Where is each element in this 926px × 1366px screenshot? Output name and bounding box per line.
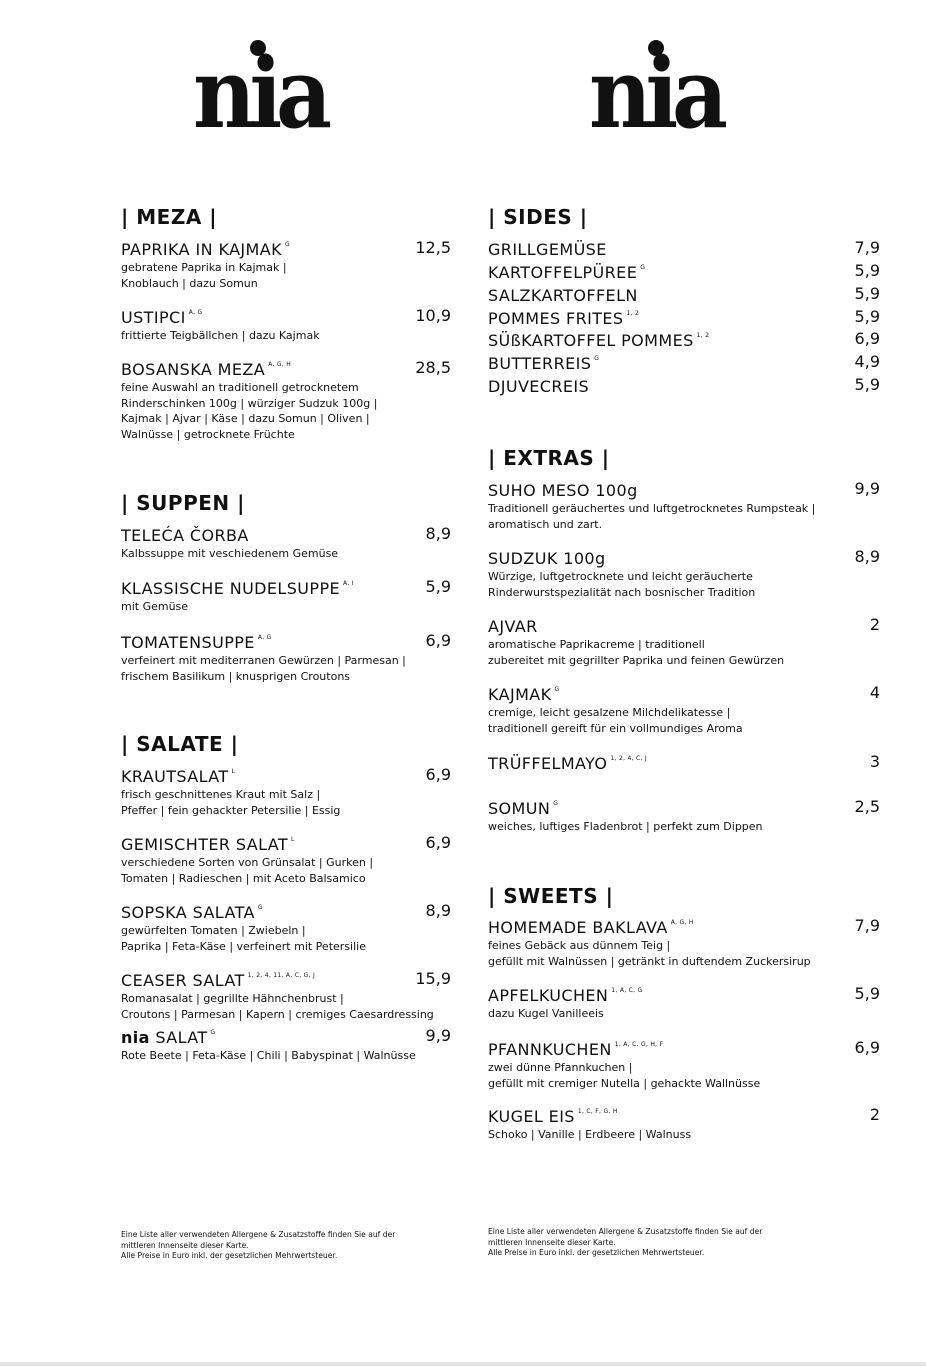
- menu-item-price: 2: [869, 1105, 880, 1124]
- menu-item-description: verfeinert mit mediterranen Gewürzen | Parmesan |: [121, 654, 406, 667]
- menu-item-description: Rote Beete | Feta-Käse | Chili | Babyspinat | Walnüsse: [121, 1049, 416, 1062]
- menu-item-price: 3: [869, 752, 880, 771]
- menu-item-price: 8,9: [425, 524, 451, 543]
- menu-item-name-text: HOMEMADE BAKLAVA: [488, 918, 668, 937]
- menu-item-description: zwei dünne Pfannkuchen |: [488, 1061, 633, 1074]
- menu-item-name: [488, 377, 589, 396]
- menu-item-name-text: SALZKARTOFFELN: [488, 286, 638, 305]
- menu-item: [121, 969, 451, 1021]
- menu-item-price: 4,9: [854, 352, 880, 371]
- menu-item-description: gefüllt mit cremiger Nutella | gehackte Wallnüsse: [488, 1076, 761, 1090]
- footer-note: Eine Liste aller verwendeten Allergene & Zusatzstoffe finden Sie auf der: [488, 1227, 763, 1236]
- menu-item-price: 9,9: [854, 479, 880, 498]
- menu-item: [488, 1105, 880, 1141]
- menu-item-name-text: POMMES FRITES: [488, 309, 624, 328]
- menu-item-name: [488, 481, 638, 500]
- menu-item-price: 5,9: [854, 307, 880, 326]
- allergen-codes: A, G: [188, 309, 203, 316]
- menu-item-price: 6,9: [854, 1038, 880, 1057]
- menu-item-name-text: KRAUTSALAT: [121, 767, 229, 786]
- menu-item: [488, 1038, 880, 1090]
- menu-item-description: Paprika | Feta-Käse | verfeinert mit Petersilie: [121, 939, 366, 953]
- allergen-codes: G: [554, 686, 560, 693]
- menu-item-description: weiches, luftiges Fladenbrot | perfekt zum Dippen: [488, 820, 763, 833]
- logo-wordmark: nia: [589, 37, 722, 150]
- footer-note: Eine Liste aller verwendeten Allergene & Zusatzstoffe finden Sie auf der: [121, 1230, 396, 1239]
- menu-item-price: 7,9: [854, 916, 880, 935]
- menu-item-description: Traditionell geräuchertes und luftgetrocknetes Rumpsteak |: [488, 502, 816, 515]
- menu-item-name-text: BUTTERREIS: [488, 354, 592, 373]
- allergen-codes: 1, A, C, G, H, F: [614, 1041, 664, 1048]
- menu-item-description: verschiedene Sorten von Grünsalat | Gurken |: [121, 856, 374, 869]
- menu-item: [121, 1026, 451, 1062]
- menu-item: [488, 479, 880, 531]
- menu-item: [121, 577, 451, 613]
- allergen-codes: G: [285, 241, 290, 248]
- allergen-codes: 1, A, C, G: [611, 987, 643, 994]
- menu-item-price: 6,9: [425, 833, 451, 852]
- menu-item-description: Knoblauch | dazu Somun: [121, 276, 258, 290]
- menu-item-name-text: TELEĆA ČORBA: [121, 526, 249, 545]
- logo-wordmark: nia: [193, 37, 326, 150]
- menu-item: [121, 833, 451, 885]
- menu-item-description: Romanasalat | gegrillte Hähnchenbrust |: [121, 992, 344, 1005]
- menu-item-name: [488, 918, 694, 937]
- menu-item-description: Kajmak | Ajvar | Käse | dazu Somun | Oliven |: [121, 412, 370, 425]
- menu-item-price: 7,9: [854, 238, 880, 257]
- allergen-codes: G: [640, 264, 646, 271]
- menu-item-name: [121, 1028, 215, 1047]
- menu-item: [121, 306, 451, 342]
- section-title: | SUPPEN |: [121, 491, 245, 515]
- menu-item-price: 12,5: [415, 238, 451, 257]
- menu-item: [488, 331, 880, 351]
- allergen-codes: 1, 2: [696, 332, 710, 339]
- menu-item-price: 6,9: [854, 329, 880, 348]
- menu-item-description: Kalbssuppe mit veschiedenem Gemüse: [121, 547, 339, 560]
- menu-item: [121, 238, 451, 290]
- menu-item-name-text: SÜßKARTOFFEL POMMES: [488, 331, 694, 350]
- menu-item-name-text: DJUVECREIS: [488, 377, 590, 396]
- menu-item: [488, 547, 880, 599]
- footer-note: Alle Preise in Euro inkl. der gesetzlichen Mehrwertsteuer.: [488, 1248, 705, 1257]
- menu-item-name-text: PAPRIKA IN KAJMAK: [121, 240, 282, 259]
- menu-item-price: 5,9: [854, 984, 880, 1003]
- menu-item-price: 2: [869, 615, 880, 634]
- menu-item-name-text: SOMUN: [488, 799, 551, 818]
- allergen-codes: 1, 2: [626, 310, 640, 317]
- menu-item-name: [488, 286, 638, 305]
- menu-item-price: 8,9: [425, 901, 451, 920]
- menu-item-price: 5,9: [854, 284, 880, 303]
- menu-item-description: feine Auswahl an traditionell getrocknetem: [121, 381, 359, 394]
- menu-item: [488, 354, 880, 374]
- allergen-codes: A, G, H: [268, 361, 292, 368]
- menu-item-name-text: KARTOFFELPÜREE: [488, 263, 638, 282]
- menu-item-name-text: AJVAR: [488, 617, 538, 636]
- menu-item-description: Rinderschinken 100g | würziger Sudzuk 100g |: [121, 396, 378, 410]
- section-title: | SIDES |: [488, 205, 588, 229]
- menu-item-name: [121, 767, 235, 786]
- menu-item-price: 2,5: [854, 797, 880, 816]
- menu-item-name: [488, 309, 639, 328]
- menu-item-description: Pfeffer | fein gehackter Petersilie | Essig: [121, 803, 341, 817]
- menu-item-price: 8,9: [854, 547, 880, 566]
- menu-item: [121, 358, 451, 441]
- menu-item: [121, 765, 451, 817]
- menu-item-name-text: CEASER SALAT: [121, 971, 245, 990]
- menu-item-name-text: SALAT: [155, 1028, 208, 1047]
- menu-item-price: 28,5: [415, 358, 451, 377]
- menu-item: [121, 631, 451, 683]
- menu-item: [121, 524, 451, 560]
- menu-item-price: 10,9: [415, 306, 451, 325]
- allergen-codes: L: [231, 768, 236, 775]
- menu-item-name-text: GRILLGEMÜSE: [488, 240, 607, 259]
- menu-item-description: frischem Basilikum | knusprigen Croutons: [121, 669, 351, 683]
- menu-item-name-text: SUHO MESO 100g: [488, 481, 638, 500]
- menu-item: [488, 240, 880, 260]
- footer-note: mittleren Innenseite dieser Karte.: [121, 1240, 249, 1250]
- menu-item-price: 5,9: [854, 261, 880, 280]
- menu-item-name-text: KLASSISCHE NUDELSUPPE: [121, 579, 341, 598]
- menu-item-price: 6,9: [425, 631, 451, 650]
- section-title: | SWEETS |: [488, 884, 614, 908]
- menu-item-name: [488, 240, 607, 259]
- menu-item: [121, 901, 451, 953]
- menu-item-description: mit Gemüse: [121, 600, 189, 613]
- footer-note: mittleren Innenseite dieser Karte.: [488, 1237, 616, 1247]
- menu-item: [488, 754, 880, 774]
- menu-column-left: [121, 0, 451, 1366]
- menu-item-description: gewürfelten Tomaten | Zwiebeln |: [121, 924, 306, 937]
- menu-item-name-text: SUDZUK 100g: [488, 549, 606, 568]
- menu-item-name-text: TOMATENSUPPE: [121, 633, 255, 652]
- allergen-codes: 1, 2, 4, 11, A, C, G, J: [247, 972, 316, 979]
- menu-item-description: Croutons | Parmesan | Kapern | cremiges Caesardressing: [121, 1007, 434, 1021]
- menu-item-name: [121, 308, 202, 327]
- menu-item-description: Walnüsse | getrocknete Früchte: [121, 427, 295, 441]
- menu-item-name: [488, 617, 538, 636]
- menu-item-price: 6,9: [425, 765, 451, 784]
- allergen-codes: G: [553, 800, 559, 807]
- menu-item-name-text: KUGEL EIS: [488, 1107, 575, 1126]
- allergen-codes: A, I: [343, 580, 354, 587]
- menu-item-name-text: PFANNKUCHEN: [488, 1040, 612, 1059]
- allergen-codes: A, G, H: [670, 919, 694, 926]
- menu-item-description: cremige, leicht gesalzene Milchdelikatesse |: [488, 706, 731, 719]
- menu-item-name: [488, 799, 558, 818]
- menu-item-description: frittierte Teigbällchen | dazu Kajmak: [121, 329, 320, 342]
- menu-item-name-text: APFELKUCHEN: [488, 986, 609, 1005]
- menu-item: [488, 263, 880, 283]
- menu-item-name: [121, 633, 272, 652]
- menu-item-name: [121, 579, 354, 598]
- menu-item-price: 9,9: [425, 1026, 451, 1045]
- menu-item-price: 4: [869, 683, 880, 702]
- menu-item-description: gebratene Paprika in Kajmak |: [121, 261, 287, 274]
- menu-item-description: Rinderwurstspezialität nach bosnischer Tradition: [488, 585, 756, 599]
- menu-item: [488, 286, 880, 306]
- menu-item-name: [488, 754, 647, 773]
- menu-item-price: 5,9: [854, 375, 880, 394]
- section-title: | SALATE |: [121, 732, 239, 756]
- allergen-codes: L: [291, 836, 295, 843]
- menu-item-name: [488, 263, 645, 282]
- allergen-codes: A, G: [257, 634, 272, 641]
- menu-item-name: [488, 549, 606, 568]
- section-title: | EXTRAS |: [488, 446, 610, 470]
- allergen-codes: G: [210, 1029, 216, 1036]
- menu-item-name: [121, 903, 263, 922]
- section-title: | MEZA |: [121, 205, 218, 229]
- menu-item-name: [488, 1040, 663, 1059]
- menu-item-description: Tomaten | Radieschen | mit Aceto Balsamico: [121, 871, 366, 885]
- menu-item: [488, 615, 880, 667]
- menu-item: [488, 797, 880, 833]
- menu-item-name-text: KAJMAK: [488, 685, 552, 704]
- menu-item: [488, 916, 880, 968]
- menu-item-name-text: USTIPCI: [121, 308, 186, 327]
- menu-item-description: traditionell gereift für ein vollmundiges Aroma: [488, 721, 743, 735]
- menu-item-description: aromatische Paprikacreme | traditionell: [488, 638, 705, 651]
- menu-item-price: 5,9: [425, 577, 451, 596]
- menu-item-name: [121, 240, 290, 259]
- menu-item-description: Schoko | Vanille | Erdbeere | Walnuss: [488, 1128, 692, 1141]
- footer-note: Alle Preise in Euro inkl. der gesetzlichen Mehrwertsteuer.: [121, 1251, 338, 1260]
- menu-item-name: [488, 1107, 618, 1126]
- menu-item-description: dazu Kugel Vanilleeis: [488, 1007, 604, 1020]
- menu-item-description: zubereitet mit gegrillter Paprika und feinen Gewürzen: [488, 653, 785, 667]
- menu-item-name-text: BOSANSKA MEZA: [121, 360, 266, 379]
- menu-item-name-prefix: nia: [121, 1028, 150, 1047]
- menu-item: [488, 377, 880, 397]
- page-bottom-edge: [0, 1362, 926, 1366]
- menu-item-name: [488, 685, 559, 704]
- menu-item: [488, 984, 880, 1020]
- menu-item-price: 15,9: [415, 969, 451, 988]
- allergen-codes: G: [594, 355, 600, 362]
- menu-item-description: feines Gebäck aus dünnem Teig |: [488, 939, 671, 952]
- menu-item-name: [488, 986, 643, 1005]
- menu-item-name: [488, 331, 709, 350]
- menu-item-description: aromatisch und zart.: [488, 517, 603, 531]
- menu-item-name-text: SOPSKA SALATA: [121, 903, 255, 922]
- menu-item-description: Würzige, luftgetrocknete und leicht geräucherte: [488, 570, 753, 583]
- menu-item-description: gefüllt mit Walnüssen | getränkt in duftendem Zuckersirup: [488, 954, 811, 968]
- allergen-codes: G: [257, 904, 263, 911]
- menu-item: [488, 683, 880, 735]
- menu-item-name: [121, 526, 249, 545]
- menu-item-name: [121, 971, 315, 990]
- menu-item-name: [121, 360, 291, 379]
- menu-item: [488, 309, 880, 329]
- menu-item-name: [121, 835, 295, 854]
- menu-item-name-text: TRÜFFELMAYO: [488, 754, 608, 773]
- menu-column-right: [488, 0, 880, 1366]
- menu-item-name-text: GEMISCHTER SALAT: [121, 835, 289, 854]
- menu-item-description: frisch geschnittenes Kraut mit Salz |: [121, 788, 321, 801]
- allergen-codes: 1, C, F, G, H: [577, 1108, 618, 1115]
- allergen-codes: 1, 2, 4, C, J: [610, 755, 648, 762]
- menu-item-name: [488, 354, 599, 373]
